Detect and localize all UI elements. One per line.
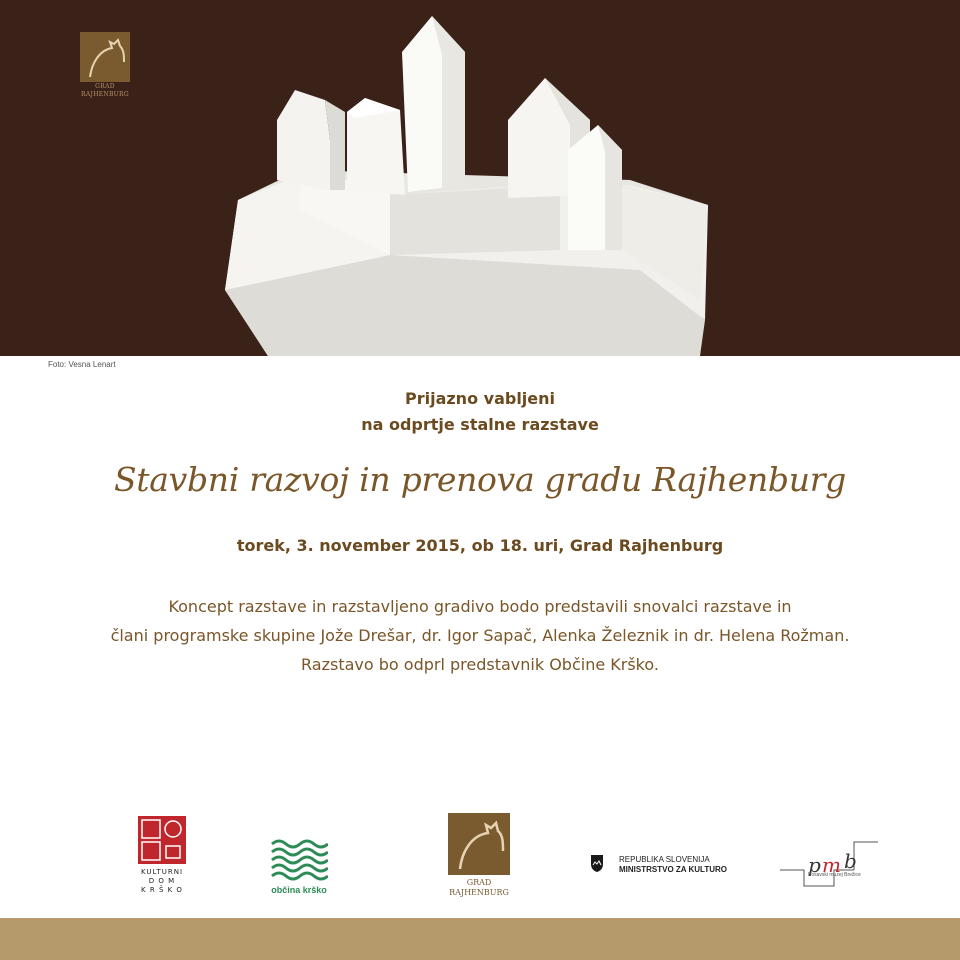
grad-rajhenburg-logo-text (436, 878, 522, 898)
svg-text:b: b (844, 849, 857, 873)
photo-credit: Foto: Vesna Lenart (48, 360, 116, 369)
sponsor-logos (0, 808, 960, 908)
grad-rajhenburg-emblem-icon (448, 813, 510, 875)
posavski-muzej-emblem-icon (778, 838, 882, 894)
logo-text-rajhenburg: RAJHENBURG (81, 91, 129, 98)
kulturni-dom-emblem-icon (138, 816, 186, 864)
svg-text:p: p (808, 853, 821, 877)
grad-line-2: RAJHENBURG (449, 888, 509, 897)
event-date: torek, 3. november 2015, ob 18. uri, Grad Rajhenburg (236, 536, 724, 555)
posavski-muzej-logo-text: Posavski muzej Brežice (808, 872, 861, 878)
republika-line-2: MINISTRSTVO ZA KULTURO (619, 865, 727, 874)
kulturni-dom-line-3: K R Š K O (141, 886, 183, 894)
description-line-3: Razstavo bo odprl predstavnik Občine Krško. (301, 655, 659, 674)
exhibition-title: Stavbni razvoj in prenova gradu Rajhenburg (114, 460, 846, 499)
intro-line-1: Prijazno vabljeni (404, 389, 556, 408)
description-line-2: člani programske skupine Jože Drešar, dr. Igor Sapač, Alenka Železnik in dr. Helena Rožman. (110, 626, 850, 645)
description-line-1: Koncept razstave in razstavljeno gradivo bodo predstavili snovalci razstave in (168, 597, 792, 616)
castle-model-image (0, 0, 960, 356)
invitation-intro (0, 386, 960, 438)
kulturni-dom-line-1: KULTURNI (140, 868, 184, 876)
castle-emblem-icon (80, 32, 130, 82)
grad-line-1: GRAD (466, 878, 492, 887)
svg-text:m: m (822, 853, 841, 877)
republika-line-1: REPUBLIKA SLOVENIJA (619, 855, 710, 864)
event-description (0, 592, 960, 679)
ministry-of-culture-logo-text (619, 855, 727, 875)
hero-photo (0, 0, 960, 356)
kulturni-dom-logo-text (132, 868, 192, 895)
kulturni-dom-line-2: D O M (148, 877, 176, 885)
logo-text-grad: GRAD (95, 83, 115, 90)
slovenia-coat-of-arms-icon (590, 854, 604, 876)
obcina-krsko-logo-text: občina krško (271, 885, 327, 895)
footer-bar (0, 918, 960, 960)
intro-line-2: na odprtje stalne razstave (361, 415, 599, 434)
obcina-krsko-emblem-icon (270, 838, 328, 886)
grad-rajhenburg-logo (80, 32, 130, 102)
